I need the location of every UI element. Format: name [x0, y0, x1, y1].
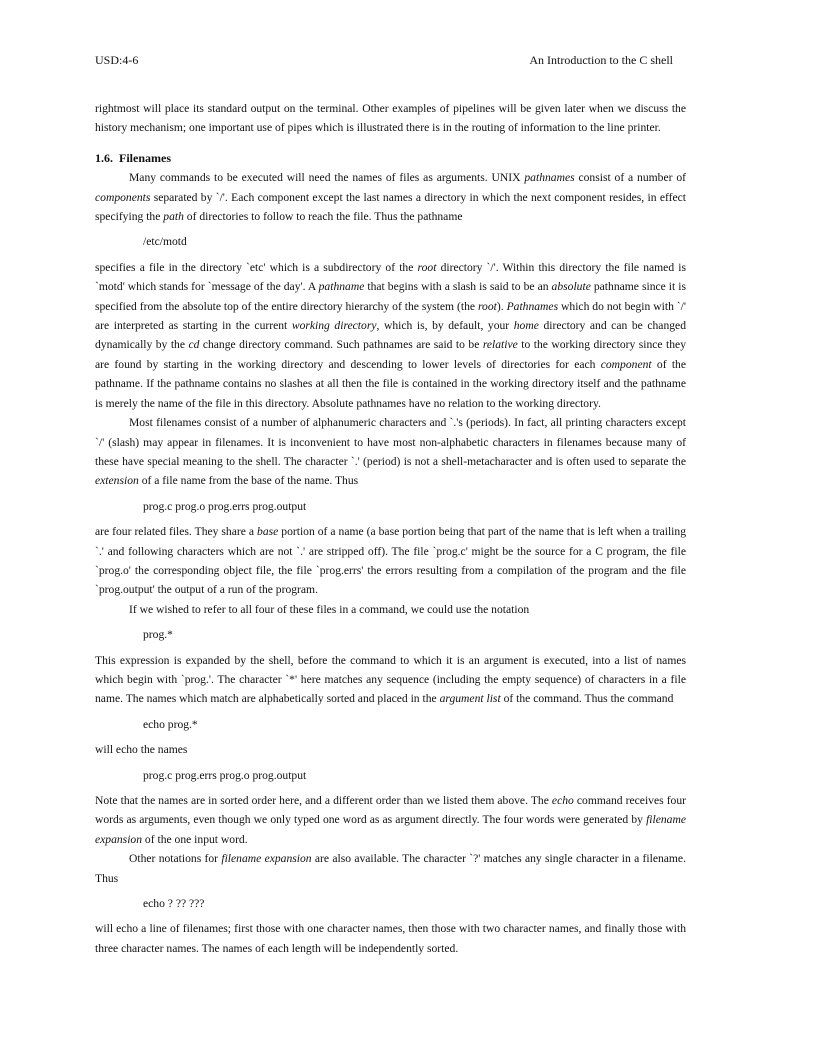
page-header: [95, 53, 686, 68]
intro-paragraph: rightmost will place its standard output on the terminal. Other examples of pipelines will be given later when we discuss the history mechanism; one important use of pipes which is illustrated there is in the routing of information to the line printer.: [95, 102, 686, 135]
code-example-prog-files: prog.c prog.o prog.errs prog.output: [143, 499, 307, 513]
code-example-sorted-names: prog.c prog.errs prog.o prog.output: [143, 768, 307, 782]
paragraph-expansion: This expression is expanded by the shell, before the command to which it is an argument is executed, into a list of names which begin with `prog.'. The character `*' here matches any sequence (including the empty sequence) of characters in a file name. The names which match are alphabetically sorted and placed in the argument list of the command. Thus the command: [95, 653, 686, 706]
code-example-motd: /etc/motd: [143, 235, 187, 249]
section-title: Filenames: [119, 150, 171, 165]
section-heading: [95, 149, 686, 168]
paragraph-sorted-order: Note that the names are in sorted order here, and a different order than we listed them above. The echo command receives four words as arguments, even though we only typed one word as as argument directly. The four words were generated by filename expansion of the one input word.: [95, 794, 687, 846]
document-page: [95, 0, 686, 1056]
code-example-question-marks: echo ? ?? ???: [143, 897, 205, 911]
paragraph-echo-names: will echo the names: [95, 743, 188, 757]
paragraph-final: will echo a line of filenames; first those with one character names, then those with two character names, and finally those with three character names. The names of each length will be independently sorted.: [95, 922, 686, 955]
paragraph-notation: If we wished to refer to all four of these files in a command, we could use the notation: [129, 602, 530, 616]
page-content: [95, 99, 686, 958]
paragraph-pathnames: Many commands to be executed will need the names of files as arguments. UNIX pathnames consist of a number of components separated by `/'. Each component except the last names a directory in which the next component resides, in effect specifying the path of directories to follow to reach the file. Thus the pathname: [95, 171, 686, 224]
paragraph-other-notations: Other notations for filename expansion are also available. The character `?' matches any single character in a filename. Thus: [95, 852, 686, 885]
section-number: 1.6.: [95, 150, 113, 165]
paragraph-filename-characters: Most filenames consist of a number of alphanumeric characters and `.'s (periods). In fact, all printing characters except `/' (slash) may appear in filenames. It is inconvenient to have most non-alphabetic characters in filenames because many of these have special meaning to the shell. The character `.' (period) is not a shell-metacharacter and is often used to separate the extension of a file name from the base of the name. Thus: [95, 416, 686, 488]
header-title: An Introduction to the C shell: [529, 53, 673, 67]
paragraph-absolute-relative: specifies a file in the directory `etc' which is a subdirectory of the root directory `/'. Within this directory the file named is `motd' which stands for `message of the day'. A pathname that begins with a slash is said to be an absolute pathname since it is specified from the absolute top of the entire directory hierarchy of the system (the root). Pathnames which do not begin with `/' are interpreted as starting in the current working directory, which is, by default, your home directory and can be changed dynamically by the cd change directory command. Such pathnames are said to be relative to the working directory since they are found by starting in the working directory and descending to lower levels of directories for each component of the pathname. If the pathname contains no slashes at all then the file is contained in the working directory itself and the pathname is merely the name of the file in this directory. Absolute pathnames have no relation to the working directory.: [95, 260, 687, 410]
code-example-echo-prog: echo prog.*: [143, 717, 198, 731]
paragraph-base-portion: are four related files. They share a base portion of a name (a base portion being that part of the name that is left when a trailing `.' and following characters which are not `.' are stripped off). The file `prog.c' might be the source for a C program, the file `prog.o' the corresponding object file, the file `prog.errs' the errors resulting from a compilation of the program and the file `prog.output' the output of a run of the program.: [95, 525, 686, 597]
header-page-number: USD:4-6: [95, 53, 139, 67]
code-example-prog-star: prog.*: [143, 628, 173, 642]
